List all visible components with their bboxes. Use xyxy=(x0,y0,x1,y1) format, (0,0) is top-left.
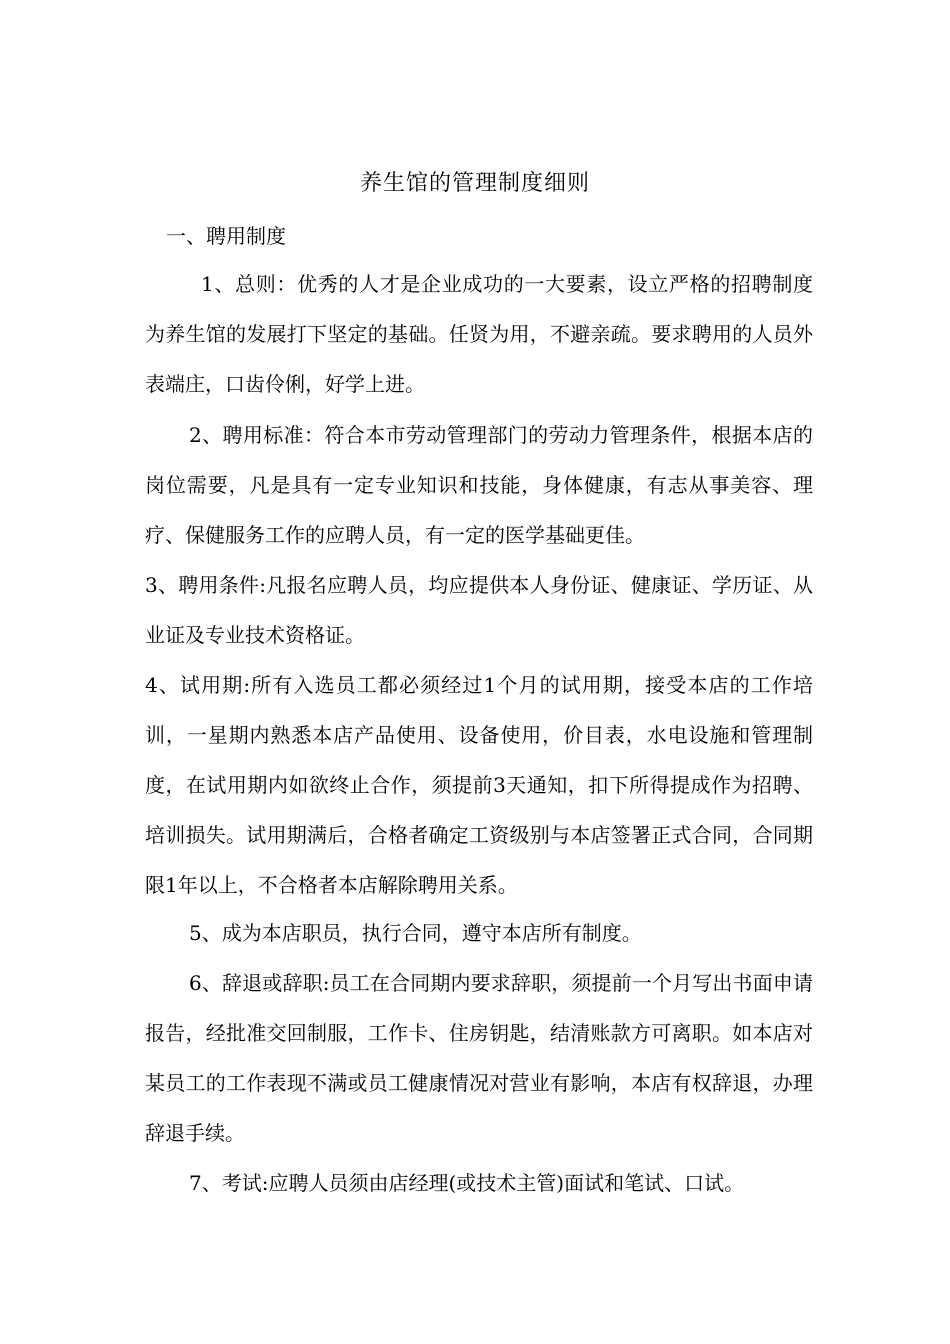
paragraph-examination: 7、考试:应聘人员须由店经理(或技术主管)面试和笔试、口试。 xyxy=(189,1171,745,1195)
document-title: 养生馆的管理制度细则 xyxy=(359,171,590,196)
paragraph-dismissal-resignation: 6、辞退或辞职:员工在合同期内要求辞职，须提前一个月写出书面申请报告，经批准交回制服，工作卡、住房钥匙，结清账款方可离职。如本店对某员工的工作表现不满或员工健康情况对营业有影响，本店有权辞退，办理辞退手续。 xyxy=(145,971,813,1145)
section-heading: 一、聘用制度 xyxy=(166,224,286,248)
paragraph-employee-status: 5、成为本店职员，执行合同，遵守本店所有制度。 xyxy=(189,921,642,945)
paragraph-hiring-standard: 2、聘用标准：符合本市劳动管理部门的劳动力管理条件，根据本店的岗位需要，凡是具有一定专业知识和技能，身体健康，有志从事美容、理疗、保健服务工作的应聘人员，有一定的医学基础更佳。 xyxy=(145,423,813,547)
paragraph-probation-period: 4、试用期:所有入选员工都必须经过1个月的试用期，接受本店的工作培训，一星期内熟悉本店产品使用、设备使用，价目表，水电设施和管理制度，在试用期内如欲终止合作，须提前3天通知，扣下所得提成作为招聘、培训损失。试用期满后，合格者确定工资级别与本店签署正式合同，合同期限1年以上，不合格者本店解除聘用关系。 xyxy=(145,673,813,897)
paragraph-hiring-conditions: 3、聘用条件:凡报名应聘人员，均应提供本人身份证、健康证、学历证、从业证及专业技术资格证。 xyxy=(145,573,813,647)
paragraph-general-principle: 1、总则：优秀的人才是企业成功的一大要素，设立严格的招聘制度为养生馆的发展打下坚定的基础。任贤为用，不避亲疏。要求聘用的人员外表端庄，口齿伶俐，好学上进。 xyxy=(145,272,813,396)
